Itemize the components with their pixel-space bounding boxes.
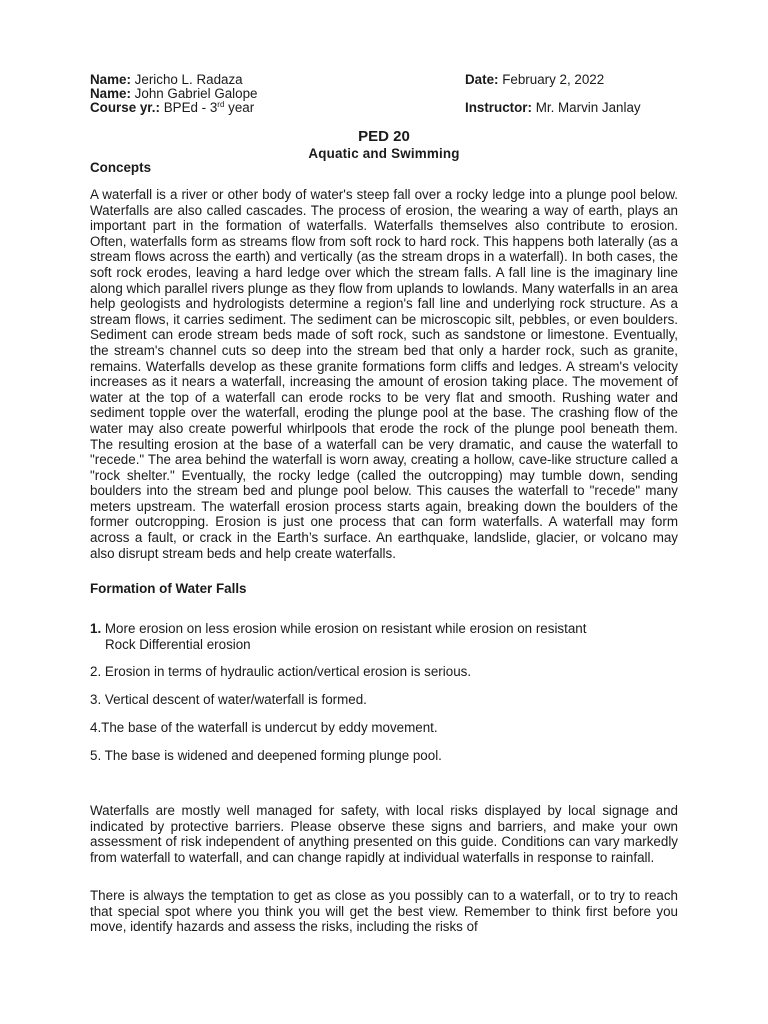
list-item: 4.The base of the waterfall is undercut by eddy movement. [90, 720, 438, 735]
document-subtitle: Aquatic and Swimming [308, 146, 460, 161]
instructor-value: Mr. Marvin Janlay [535, 100, 641, 115]
list-item: 3. Vertical descent of water/waterfall is formed. [90, 692, 367, 707]
instructor-line [465, 100, 641, 116]
list-item: 5. The base is widened and deepened forming plunge pool. [90, 748, 442, 763]
course-label: Course yr.: [90, 100, 160, 115]
course-value: BPEd - 3rd year [163, 100, 255, 115]
concepts-heading: Concepts [90, 160, 152, 175]
safety-paragraph: There is always the temptation to get as close as you possibly can to a waterfall, or to try to reach that special spot where you think you will get the best view. Remember to think first before you move, identify hazards and assess the risks, including the risks of [90, 888, 678, 935]
date-value: February 2, 2022 [502, 72, 605, 87]
name-label: Name: [90, 86, 131, 101]
document-title: PED 20 [358, 128, 410, 145]
list-item: 2. Erosion in terms of hydraulic action/vertical erosion is serious. [90, 664, 472, 679]
name-value: John Gabriel Galope [134, 86, 258, 101]
formation-heading: Formation of Water Falls [90, 581, 247, 596]
list-item: 1. More erosion on less erosion while erosion on resistant while erosion on resistant Rock Differential erosion [90, 621, 587, 652]
safety-paragraph: Waterfalls are mostly well managed for safety, with local risks displayed by local signage and indicated by protective barriers. Please observe these signs and barriers, and make your own assessment of risk independent of anything presented on this guide. Conditions can vary markedly from waterfall to waterfall, and can change rapidly at individual waterfalls in response to rainfall. [90, 803, 678, 865]
date-line [465, 72, 604, 88]
name-value: Jericho L. Radaza [134, 72, 243, 87]
concepts-paragraph: A waterfall is a river or other body of water's steep fall over a rocky ledge into a plunge pool below. Waterfalls are also called cascades. The process of erosion, the wearing a way of earth, plays an important part in the formation of waterfalls. Waterfalls themselves also contribute to erosion. Often, waterfalls form as streams flow from soft rock to hard rock. This happens both laterally (as a stream flows across the earth) and vertically (as the stream drops in a waterfall). In both cases, the soft rock erodes, leaving a hard ledge over which the stream falls. A fall line is the imaginary line along which parallel rivers plunge as they flow from uplands to lowlands. Many waterfalls in an area help geologists and hydrologists determine a region's fall line and underlying rock structure. As a stream flows, it carries sediment. The sediment can be microscopic silt, pebbles, or even boulders. Sediment can erode stream beds made of soft rock, such as sandstone or limestone. Eventually, the stream's channel cuts so deep into the stream bed that only a harder rock, such as granite, remains. Waterfalls develop as these granite formations form cliffs and ledges. A stream's velocity increases as it nears a waterfall, increasing the amount of erosion taking place. The movement of water at the top of a waterfall can erode rocks to be very flat and smooth. Rushing water and sediment topple over the waterfall, eroding the plunge pool at the base. The crashing flow of the water may also create powerful whirlpools that erode the rock of the plunge pool beneath them. The resulting erosion at the base of a waterfall can be very dramatic, and cause the waterfall to "recede." The area behind the waterfall is worn away, creating a hollow, cave-like structure called a "rock shelter." Eventually, the rocky ledge (called the outcropping) may tumble down, sending boulders into the stream bed and plunge pool below. This causes the waterfall to "recede" many meters upstream. The waterfall erosion process starts again, breaking down the boulders of the former outcropping. Erosion is just one process that can form waterfalls. A waterfall may form across a fault, or crack in the Earth’s surface. An earthquake, landslide, glacier, or volcano may also disrupt stream beds and help create waterfalls. [90, 187, 679, 561]
name-label: Name: [90, 72, 131, 87]
course-line [90, 100, 254, 116]
date-label: Date: [465, 72, 499, 87]
instructor-label: Instructor: [465, 100, 532, 115]
